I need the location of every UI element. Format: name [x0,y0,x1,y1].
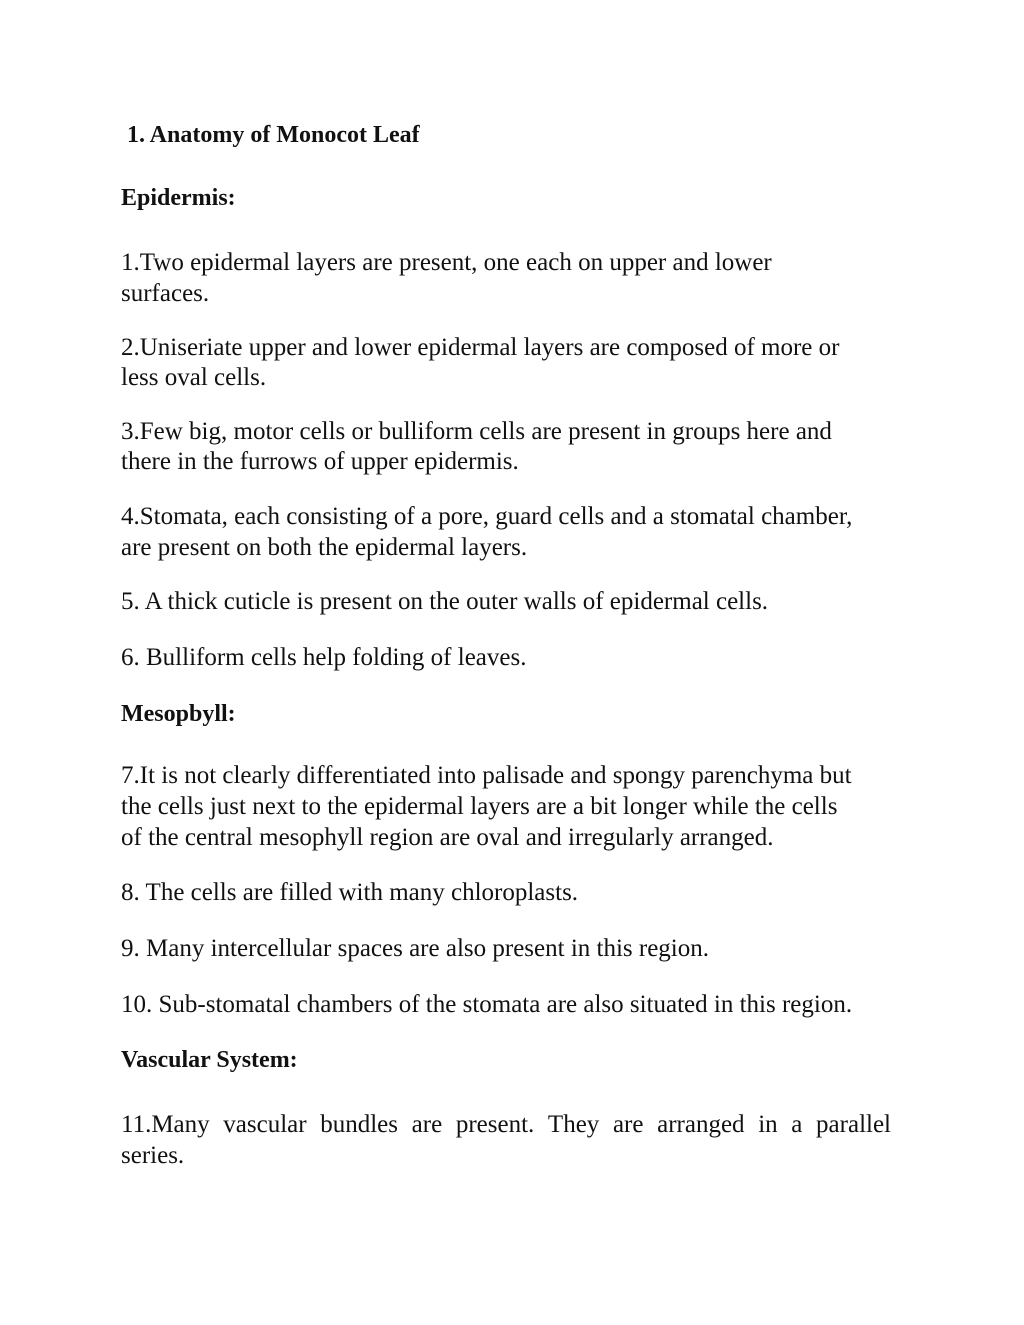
paragraph-6: 6. Bulliform cells help folding of leaves. [121,644,527,671]
paragraph-line [121,1109,891,1140]
paragraph-line: 4.Stomata, each consisting of a pore, guard cells and a stomatal chamber, [121,503,853,530]
paragraph-line: 2.Uniseriate upper and lower epidermal layers are composed of more or [121,334,840,361]
word: bundles [320,1111,399,1138]
paragraph-line: less oval cells. [121,364,267,391]
section-heading-epidermis: Epidermis: [121,185,236,211]
word: 11.Many [121,1111,210,1138]
word: a [791,1111,803,1138]
word: are [411,1111,443,1138]
paragraph-line: series. [121,1142,185,1169]
paragraph-line: there in the furrows of upper epidermis. [121,448,519,475]
word: vascular [223,1111,307,1138]
paragraph-line: surfaces. [121,280,210,307]
document-title: 1. Anatomy of Monocot Leaf [127,122,420,148]
word: parallel [816,1111,891,1138]
paragraph-line: are present on both the epidermal layers. [121,534,528,561]
paragraph-line: of the central mesophyll region are oval and irregularly arranged. [121,824,774,851]
word: are [612,1111,644,1138]
paragraph-line: 7.It is not clearly differentiated into palisade and spongy parenchyma but [121,762,852,789]
word: They [547,1111,600,1138]
section-heading-vascular: Vascular System: [121,1047,298,1073]
word: arranged [657,1111,745,1138]
paragraph-9: 9. Many intercellular spaces are also present in this region. [121,935,710,962]
word: in [758,1111,778,1138]
paragraph-8: 8. The cells are filled with many chloroplasts. [121,879,579,906]
word: present. [455,1111,535,1138]
paragraph-line: 1.Two epidermal layers are present, one each on upper and lower [121,249,772,276]
paragraph-10: 10. Sub-stomatal chambers of the stomata are also situated in this region. [121,991,853,1018]
section-heading-mesophyll: Mesopbyll: [121,701,236,727]
paragraph-line: 3.Few big, motor cells or bulliform cells are present in groups here and [121,418,832,445]
paragraph-line: the cells just next to the epidermal layers are a bit longer while the cells [121,793,838,820]
paragraph-5: 5. A thick cuticle is present on the outer walls of epidermal cells. [121,588,769,615]
